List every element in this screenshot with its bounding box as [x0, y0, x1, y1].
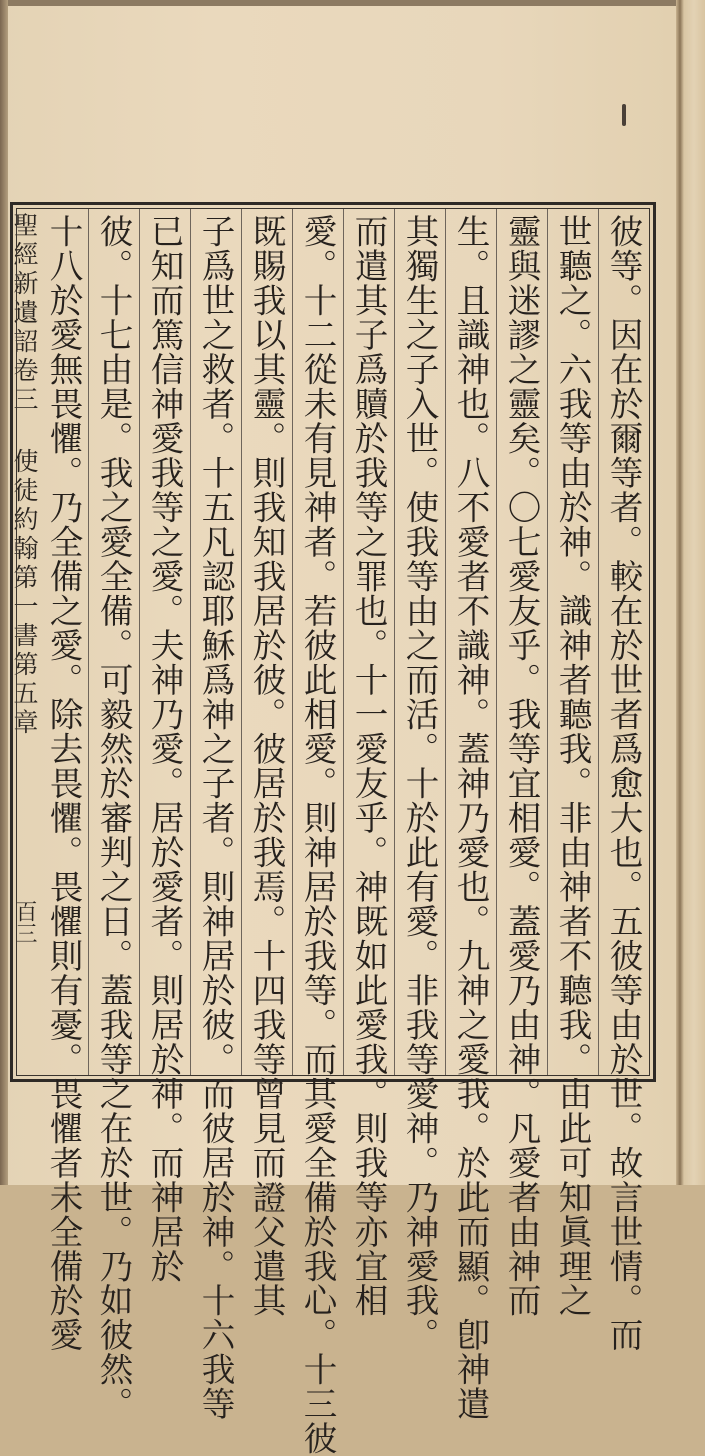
column-rule — [445, 209, 446, 1075]
text-column: 已知而篤信神愛我等之愛。夫神乃愛。居於愛者。則居於神。而神居於 — [145, 214, 184, 1284]
text-column: 彼。十七由是。我之愛全備。可毅然於審判之日。蓋我等之在於世。乃如彼然。 — [94, 214, 133, 1422]
text-column: 十八於愛無畏懼。乃全備之愛。除去畏懼。畏懼則有憂。畏懼者未全備於愛 — [44, 214, 83, 1353]
text-column: 靈與迷謬之靈矣。〇七愛友乎。我等宜相愛。蓋愛乃由神。凡愛者由神而 — [502, 214, 541, 1318]
column-rule — [292, 209, 293, 1075]
page-left-edge — [0, 0, 8, 1185]
column-rule — [88, 209, 89, 1075]
column-rule — [241, 209, 242, 1075]
column-rule — [343, 209, 344, 1075]
column-rule — [139, 209, 140, 1075]
running-header: 聖經新遺詔卷三 使徒約翰第一書第五章 — [10, 212, 39, 738]
text-column: 愛。十二從未有見神者。若彼此相愛。則神居於我等。而其愛全備於我心。十三彼 — [298, 214, 337, 1456]
page-number: 百三 — [12, 900, 37, 944]
column-rule — [547, 209, 548, 1075]
ink-stain — [622, 104, 626, 126]
text-column: 而遣其子爲贖於我等之罪也。十一愛友乎。神既如此愛我。則我等亦宜相 — [349, 214, 388, 1318]
text-column: 子爲世之救者。十五凡認耶穌爲神之子者。則神居於彼。而彼居於神。十六我等 — [196, 214, 235, 1422]
column-rule — [598, 209, 599, 1075]
text-column: 既賜我以其靈。則我知我居於彼。彼居於我焉。十四我等曾見而證父遣其 — [247, 214, 286, 1318]
text-column: 其獨生之子入世。使我等由之而活。十於此有愛。非我等愛神。乃神愛我。 — [400, 214, 439, 1353]
column-rule — [394, 209, 395, 1075]
column-rule — [496, 209, 497, 1075]
column-rule — [190, 209, 191, 1075]
text-column: 世聽之。六我等由於神。識神者聽我。非由神者不聽我。由此可知眞理之 — [553, 214, 592, 1318]
page-top-shadow — [0, 0, 705, 6]
text-column: 生。且識神也。八不愛者不識神。蓋神乃愛也。九神之愛我。於此而顯。卽神遣 — [451, 214, 490, 1422]
text-column: 彼等。因在於爾等者。較在於世者爲愈大也。五彼等由於世。故言世情。而 — [604, 214, 643, 1353]
page-fold — [676, 0, 705, 1185]
